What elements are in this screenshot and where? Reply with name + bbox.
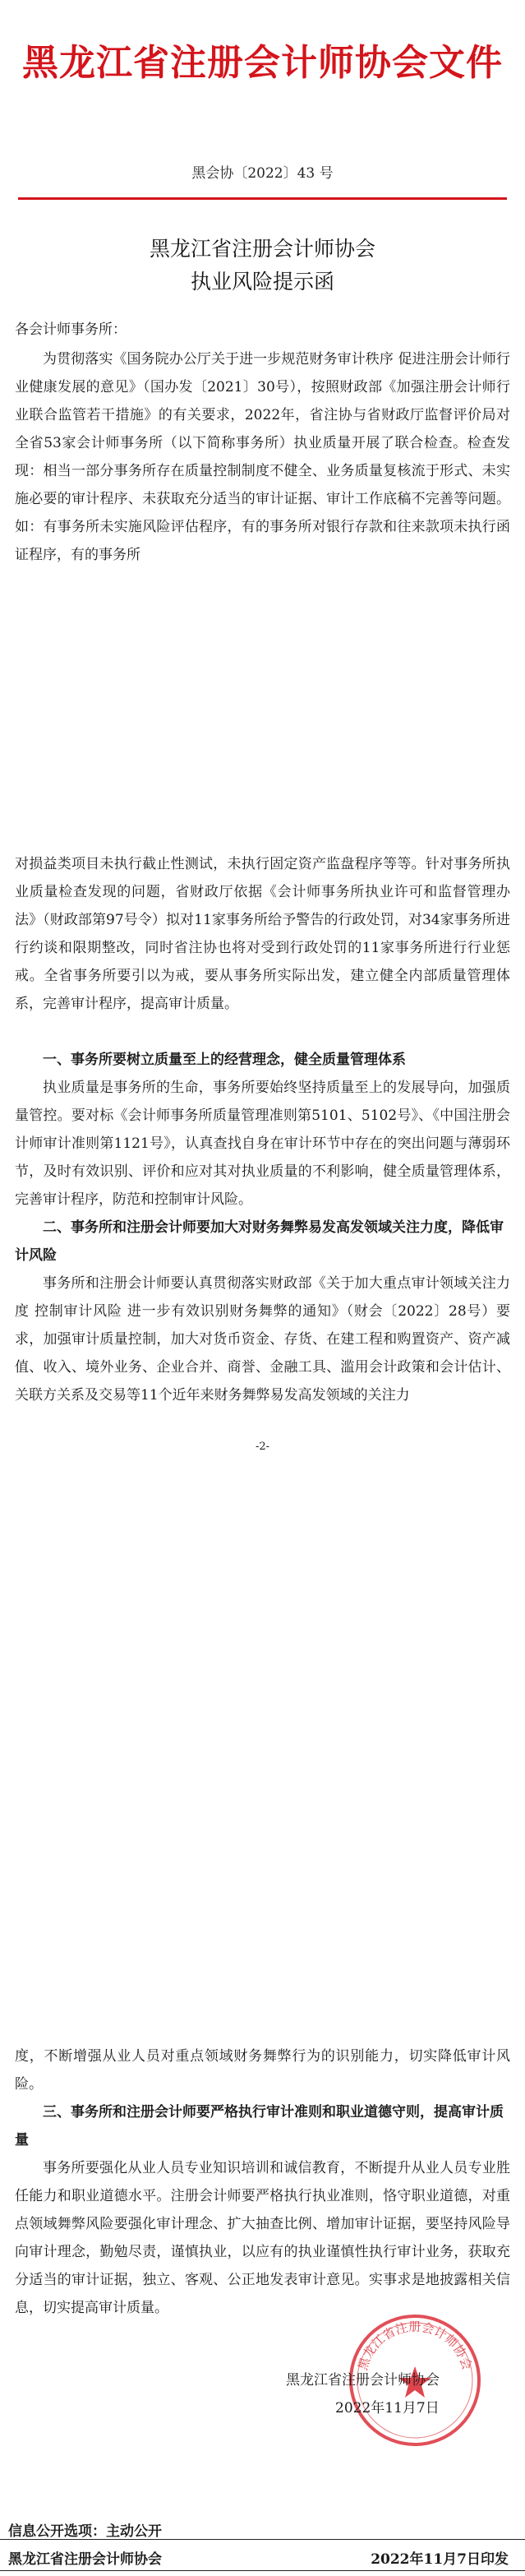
page-number: -2- xyxy=(255,1441,270,1453)
footer-rule-bottom xyxy=(0,2570,525,2571)
header-red-rule xyxy=(18,197,507,200)
document-header-title: 黑龙江省注册会计师协会文件 xyxy=(22,42,503,84)
paragraph-intro-continued: 对损益类项目未执行截止性测试，未执行固定资产监盘程序等等。针对事务所执业质量检查发现的问题，省财政厅依据《会计师事务所执业许可和监督管理办法》（财政部第97号令）拟对11家事务所给予警告的行政处罚，对34家事务所进行约谈和限期整改，同时省注协也将对受到行政处罚的11家事务所进行行业惩戒。全省事务所要引以为戒，要从事务所实际出发，建立健全内部质量管理体系，完善审计程序，提高审计质量。 xyxy=(15,856,510,1012)
document-number: 黑会协〔2022〕43 号 xyxy=(191,165,334,182)
paragraph-intro: 为贯彻落实《国务院办公厅关于进一步规范财务审计秩序 促进注册会计师行业健康发展的意见》（国办发〔2021〕30号），按照财政部《加强注册会计师行业联合监管若干措施》的有关要求，2022年，省注协与省财政厅监督评价局对全省53家会计师事务所（以下简称事务所）执业质量开展了联合检查。检查发现：相当一部分事务所存在质量控制制度不健全、业务质量复核流于形式、未实施必要的审计程序、未获取充分适当的审计证据、审计工作底稿不完善等问题。如：有事务所未实施风险评估程序，有的事务所对银行存款和往来款项未执行函证程序，有的事务所 xyxy=(15,351,510,563)
signature-date: 2022年11月7日 xyxy=(335,2400,440,2416)
paragraph-section-3: 事务所要强化从业人员专业知识培训和诚信教育，不断提升从业人员专业胜任能力和职业道德水平。注册会计师要严格执行执业准则，恪守职业道德，对重点领域舞弊风险要强化审计理念、扩大抽查比例、增加审计证据，要坚持风险导向审计理念，勤勉尽责，谨慎执业，以应有的执业谨慎性执行审计业务，获取充分适当的审计证据，独立、客观、公正地发表审计意见。实事求是地披露相关信息，切实提高审计质量。 xyxy=(15,2160,510,2316)
signature-org: 黑龙江省注册会计师协会 xyxy=(286,2372,440,2389)
paragraph-section-2-continued: 度，不断增强从业人员对重点领域财务舞弊行为的识别能力，切实降低审计风险。 xyxy=(15,2048,510,2093)
section-heading-2: 二、事务所和注册会计师要加大对财务舞弊易发高发领域关注力度，降低审计风险 xyxy=(15,1219,504,1264)
footer-org: 黑龙江省注册会计师协会 xyxy=(8,2551,162,2568)
title-line-2: 执业风险提示函 xyxy=(190,270,334,294)
title-line-1: 黑龙江省注册会计师协会 xyxy=(149,237,375,261)
footer-printed-date: 2022年11月7日印发 xyxy=(371,2551,509,2568)
disclosure-option: 信息公开选项：主动公开 xyxy=(8,2523,162,2540)
section-heading-3: 三、事务所和注册会计师要严格执行审计准则和职业道德守则，提高审计质量 xyxy=(15,2104,504,2148)
salutation: 各会计师事务所： xyxy=(15,321,127,338)
svg-text:黑龙江省注册会计师协会: 黑龙江省注册会计师协会 xyxy=(355,2319,475,2372)
section-heading-1: 一、事务所要树立质量至上的经营理念，健全质量管理体系 xyxy=(43,1052,406,1068)
paragraph-section-1: 执业质量是事务所的生命，事务所要始终坚持质量至上的发展导向，加强质量管控。要对标《会计师事务所质量管理准则第5101、5102号》、《中国注册会计师审计准则第1121号》，认真查找自身在审计环节中存在的突出问题与薄弱环节，及时有效识别、评价和应对其对执业质量的不利影响，健全质量管理体系，完善审计程序，防范和控制审计风险。 xyxy=(15,1080,510,1208)
paragraph-section-2: 事务所和注册会计师要认真贯彻落实财政部《关于加大重点审计领域关注力度 控制审计风险 进一步有效识别财务舞弊的通知》（财会〔2022〕28号）要求，加强审计质量控制，加大对货币资金、存货、在建工程和购置资产、资产减值、收入、境外业务、企业合并、商誉、金融工具、滥用会计政策和会计估计、关联方关系及交易等11个近年来财务舞弊易发高发领域的关注力 xyxy=(15,1275,510,1404)
signature-block xyxy=(286,2366,440,2422)
